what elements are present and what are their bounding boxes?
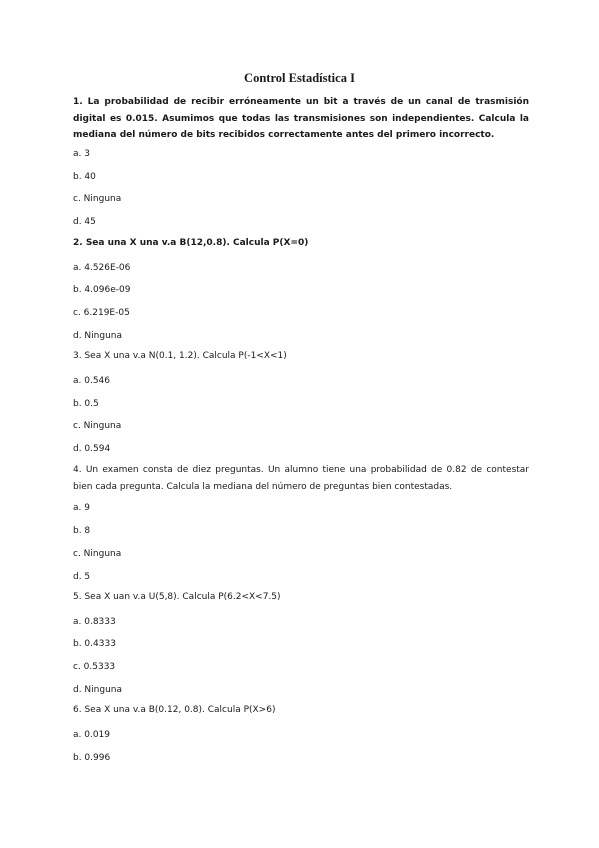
question-3-option-a: a. 0.546 [73,376,111,386]
question-4-option-c: c. Ninguna [73,549,122,559]
question-5-text: 5. Sea X uan v.a U(5,8). Calcula P(6.2<X<7.5) [73,592,281,602]
question-4-option-a: a. 9 [73,503,90,513]
question-6-option-a: a. 0.019 [73,730,111,740]
question-5-option-b: b. 0.4333 [73,639,116,649]
question-3-option-d: d. 0.594 [73,444,111,454]
question-4-text: 4. Un examen consta de diez preguntas. Un alumno tiene una probabilidad de 0.82 de contestar bien cada pregunta. Calcula la mediana del número de preguntas bien contestadas. [73,465,529,492]
question-4-option-b: b. 8 [73,526,91,536]
question-3-option-b: b. 0.5 [73,399,99,409]
question-3-option-c: c. Ninguna [73,421,122,431]
question-1-option-c: c. Ninguna [73,194,122,204]
question-5-option-d: d. Ninguna [73,685,123,695]
question-3-text: 3. Sea X una v.a N(0.1, 1.2). Calcula P(-1<X<1) [73,351,287,361]
question-5-option-a: a. 0.8333 [73,617,116,627]
question-5-option-c: c. 0.5333 [73,662,116,672]
question-2-text: 2. Sea una X una v.a B(12,0.8). Calcula P(X=0) [73,238,309,248]
question-2-option-a: a. 4.526E-06 [73,263,131,273]
question-2-option-c: c. 6.219E-05 [73,308,130,318]
question-1-option-b: b. 40 [73,172,96,182]
question-1-text: 1. La probabilidad de recibir erróneamente un bit a través de un canal de trasmisión digital es 0.015. Asumimos que todas las transmisiones son independientes. Calcula la mediana del número de bits recibidos correctamente antes del primero incorrecto. [73,97,529,140]
question-6-option-b: b. 0.996 [73,753,111,763]
question-1-option-a: a. 3 [73,149,90,159]
question-6-text: 6. Sea X una v.a B(0.12, 0.8). Calcula P(X>6) [73,705,276,715]
question-4-option-d: d. 5 [73,572,91,582]
question-2-option-d: d. Ninguna [73,331,123,341]
question-2-option-b: b. 4.096e-09 [73,285,131,295]
document-title: Control Estadística I [244,71,355,85]
question-1-option-d: d. 45 [73,217,96,227]
